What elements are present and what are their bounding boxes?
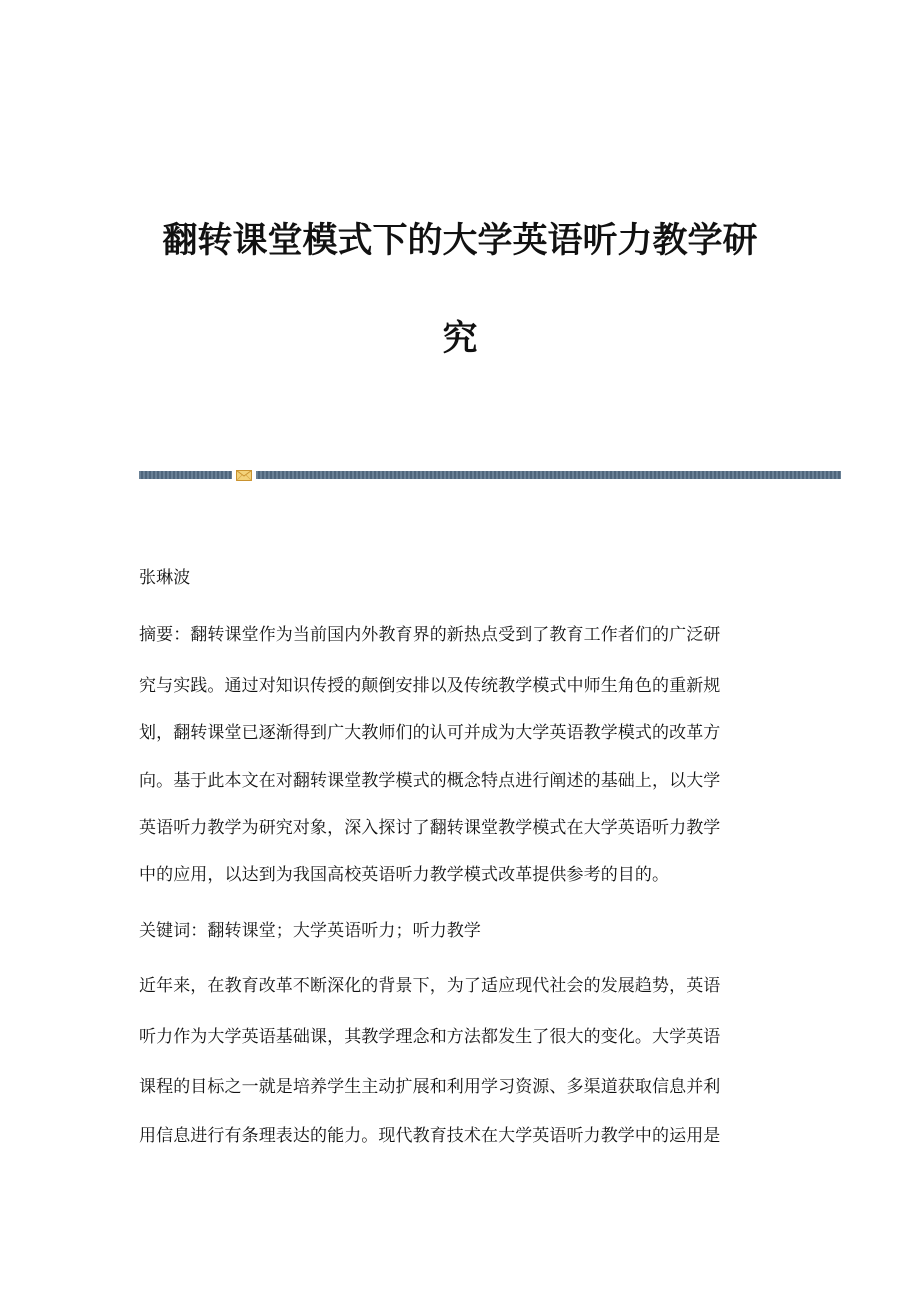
abstract-line: 向。基于此本文在对翻转课堂教学模式的概念特点进行阐述的基础上，以大学 xyxy=(139,771,721,791)
abstract-line: 划，翻转课堂已逐渐得到广大教师们的认可并成为大学英语教学模式的改革方 xyxy=(139,723,721,743)
keywords: 关键词：翻转课堂；大学英语听力；听力教学 xyxy=(139,921,481,941)
divider-bar-left xyxy=(139,471,232,479)
title-divider xyxy=(139,471,841,479)
document-title-line-2: 究 xyxy=(442,319,478,359)
body-line: 课程的目标之一就是培养学生主动扩展和利用学习资源、多渠道获取信息并利 xyxy=(139,1077,721,1097)
divider-bar-right xyxy=(256,471,841,479)
abstract-line: 摘要：翻转课堂作为当前国内外教育界的新热点受到了教育工作者们的广泛研 xyxy=(139,625,721,645)
abstract-line: 英语听力教学为研究对象，深入探讨了翻转课堂教学模式在大学英语听力教学 xyxy=(139,818,721,838)
abstract-line: 究与实践。通过对知识传授的颠倒安排以及传统教学模式中师生角色的重新规 xyxy=(139,676,721,696)
abstract-line: 中的应用，以达到为我国高校英语听力教学模式改革提供参考的目的。 xyxy=(139,865,670,885)
body-line: 用信息进行有条理表达的能力。现代教育技术在大学英语听力教学中的运用是 xyxy=(139,1126,721,1146)
body-line: 听力作为大学英语基础课，其教学理念和方法都发生了很大的变化。大学英语 xyxy=(139,1027,721,1047)
body-line: 近年来，在教育改革不断深化的背景下，为了适应现代社会的发展趋势，英语 xyxy=(139,976,721,996)
envelope-icon xyxy=(236,470,252,481)
author-name: 张琳波 xyxy=(139,568,191,588)
document-title-line-1: 翻转课堂模式下的大学英语听力教学研 xyxy=(162,221,758,261)
